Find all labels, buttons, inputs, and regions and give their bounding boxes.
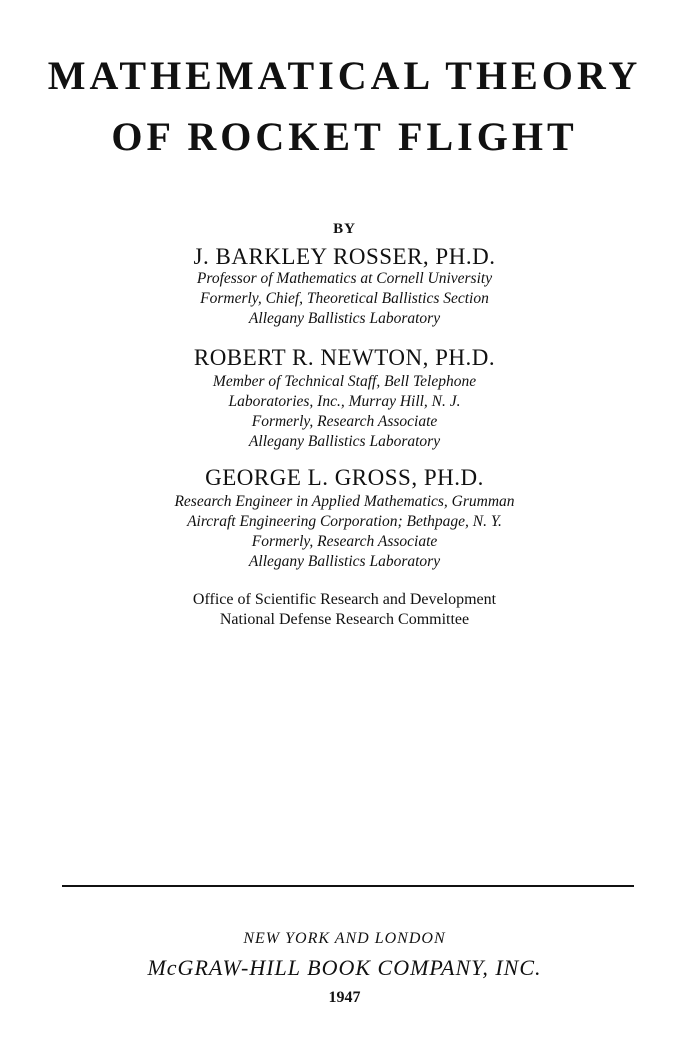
publication-year: 1947 [328,989,361,1006]
author-affiliation-line: Laboratories, Inc., Murray Hill, N. J. [228,393,461,410]
book-title-line-1: MATHEMATICAL THEORY [47,53,642,98]
author-affiliation-line: Professor of Mathematics at Cornell University [196,270,493,287]
author-name-rosser: J. BARKLEY ROSSER, PH.D. [193,244,496,269]
author-affiliation-line: Research Engineer in Applied Mathematics, Grumman [174,493,515,510]
publisher-name: McGRAW-HILL BOOK COMPANY, INC. [147,955,542,980]
publication-place: NEW YORK AND LONDON [243,930,446,947]
author-affiliation-line: Formerly, Research Associate [251,533,438,550]
sponsor-line-2: National Defense Research Committee [219,611,470,628]
sponsor-line-1: Office of Scientific Research and Development [192,591,497,608]
book-title-line-2: OF ROCKET FLIGHT [111,114,578,159]
author-affiliation-line: Allegany Ballistics Laboratory [248,433,441,450]
author-name-gross: GEORGE L. GROSS, PH.D. [205,465,484,490]
author-affiliation-line: Formerly, Chief, Theoretical Ballistics Section [200,290,489,307]
author-name-newton: ROBERT R. NEWTON, PH.D. [193,345,496,370]
author-affiliation-line: Aircraft Engineering Corporation; Bethpage, N. Y. [187,513,502,530]
horizontal-rule [62,885,634,887]
author-affiliation-line: Allegany Ballistics Laboratory [248,553,441,570]
author-affiliation-line: Formerly, Research Associate [251,413,438,430]
by-label: BY [333,221,356,237]
author-affiliation-line: Allegany Ballistics Laboratory [248,310,441,327]
author-affiliation-line: Member of Technical Staff, Bell Telephone [212,373,477,390]
